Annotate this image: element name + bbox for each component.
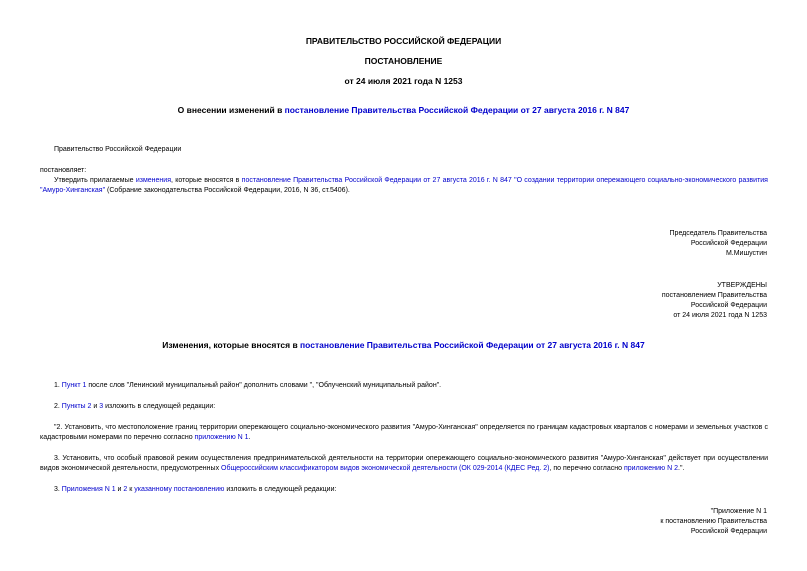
changes-title: Изменения, которые вносятся в постановление Правительства Российской Федерации от 27 августа 2016 г. N 847 — [162, 340, 645, 350]
title-decree-link[interactable]: постановление Правительства Российской Федерации от 27 августа 2016 г. N 847 — [284, 105, 630, 115]
appendices-1-link[interactable]: Приложения N 1 — [61, 486, 116, 493]
change-item-3: 3. Приложения N 1 и 2 к указанному постановлению изложить в следующей редакции: — [54, 486, 337, 493]
approved-country: Российской Федерации — [690, 302, 767, 309]
appendix-country: Российской Федерации — [690, 528, 767, 535]
signature-name: М.Мишустин — [725, 250, 767, 257]
title-prefix: О внесении изменений в — [177, 105, 285, 115]
approved-label: УТВЕРЖДЕНЫ — [717, 282, 767, 289]
changes-link[interactable]: изменения — [135, 177, 171, 184]
decree-title-link[interactable]: "О создании территории опережающего социально-экономического развития "Амуро-Хинганская" — [40, 177, 768, 194]
appendix-ref: к постановлению Правительства — [660, 518, 767, 525]
quoted-point-3: 3. Установить, что особый правовой режим осуществления предпринимательской деятельности на территории опережающего социально-экономического развития "Амуро-Хинганская" действует при осуществлении видов экономической деятельности, предусмотренных Общероссийским классификатором видов экономической деятельности (ОК 029-2014 (КДЕС Ред. 2), по перечню согласно приложению N 2.". — [40, 455, 768, 472]
decree-847-link[interactable]: постановление Правительства Российской Федерации от 27 августа 2016 г. N 847 — [241, 177, 512, 184]
appendix-2-short-link[interactable]: 2 — [123, 486, 128, 493]
government-heading: ПРАВИТЕЛЬСТВО РОССИЙСКОЙ ФЕДЕРАЦИИ — [305, 36, 502, 46]
changes-title-decree-link[interactable]: постановление Правительства Российской Федерации от 27 августа 2016 г. N 847 — [300, 340, 645, 350]
point-1-link[interactable]: Пункт 1 — [61, 382, 87, 389]
ok-029-2014-link[interactable]: (ОК 029-2014 (КДЕС Ред. 2) — [459, 465, 550, 472]
point-3-link[interactable]: 3 — [99, 403, 104, 410]
document-title — [0, 104, 807, 116]
change-item-2: 2. Пункты 2 и 3 изложить в следующей редакции: — [54, 403, 216, 410]
okved-link[interactable]: Общероссийским классификатором видов экономической деятельности — [221, 465, 458, 472]
appendix-2-link[interactable]: приложению N 2 — [623, 465, 678, 472]
signature-country: Российской Федерации — [690, 240, 767, 247]
document-date-number: от 24 июля 2021 года N 1253 — [344, 76, 463, 86]
approved-by: постановлением Правительства — [661, 292, 767, 299]
approve-paragraph: Утвердить прилагаемые изменения, которые вносятся в постановление Правительства Российской Федерации от 27 августа 2016 г. N 847 "О создании территории опережающего социально-экономического развития "Амуро-Хинганская" (Собрание законодательства Российской Федерации, 2016, N 36, ст.5406). — [40, 177, 768, 194]
government-line: Правительство Российской Федерации — [54, 146, 182, 153]
points-2-link[interactable]: Пункты 2 — [61, 403, 92, 410]
said-decree-link[interactable]: указанному постановлению — [134, 486, 225, 493]
document-type: ПОСТАНОВЛЕНИЕ — [364, 56, 443, 66]
decrees-line: постановляет: — [40, 167, 87, 174]
signature-title: Председатель Правительства — [669, 230, 767, 237]
appendix-label: "Приложение N 1 — [710, 508, 767, 515]
appendix-1-link[interactable]: приложению N 1 — [194, 434, 249, 441]
approved-date: от 24 июля 2021 года N 1253 — [673, 312, 767, 319]
change-item-1: 1. Пункт 1 после слов "Ленинский муниципальный район" дополнить словами ", "Облученский муниципальный район". — [54, 382, 442, 389]
quoted-point-2: "2. Установить, что местоположение границ территории опережающего социально-экономического развития "Амуро-Хинганская" определяется по границам кадастровых кварталов с номерами и земельных участков с кадастровыми номерами по перечню согласно приложению N 1. — [40, 424, 768, 441]
